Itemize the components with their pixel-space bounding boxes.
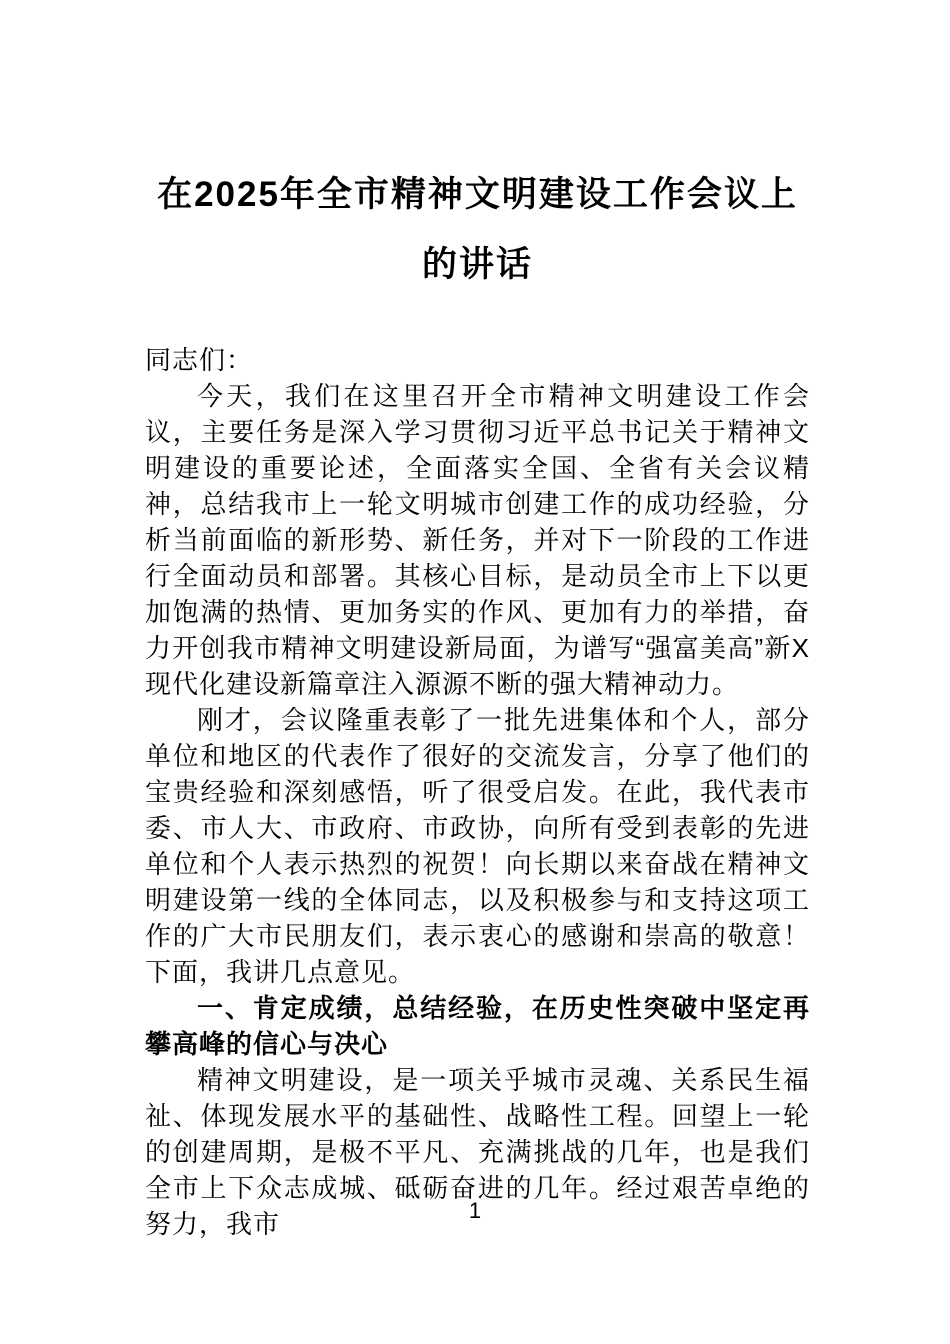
paragraph-2: 刚才，会议隆重表彰了一批先进集体和个人，部分单位和地区的代表作了很好的交流发言，分享了他们的宝贵经验和深刻感悟，听了很受启发。在此，我代表市委、市人大、市政府、市政协，向所有受到表彰的先进单位和个人表示热烈的祝贺！向长期以来奋战在精神文明建设第一线的全体同志，以及积极参与和支持这项工作的广大市民朋友们，表示衷心的感谢和崇高的敬意！下面，我讲几点意见。 bbox=[145, 705, 810, 987]
section-heading-1: 一、肯定成绩，总结经验，在历史性突破中坚定再攀高峰的信心与决心 bbox=[145, 993, 810, 1059]
document-title: 在2025年全市精神文明建设工作会议上的讲话 bbox=[157, 175, 798, 284]
document-body bbox=[145, 342, 810, 1242]
paragraph-1: 今天，我们在这里召开全市精神文明建设工作会议，主要任务是深入学习贯彻习近平总书记关于精神文明建设的重要论述，全面落实全国、全省有关会议精神，总结我市上一轮文明城市创建工作的成功经验，分析当前面临的新形势、新任务，并对下一阶段的工作进行全面动员和部署。其核心目标，是动员全市上下以更加饱满的热情、更加务实的作风、更加有力的举措，奋力开创我市精神文明建设新局面，为谱写“强富美高”新X现代化建设新篇章注入源源不断的强大精神动力。 bbox=[145, 381, 810, 699]
paragraph-3: 精神文明建设，是一项关乎城市灵魂、关系民生福祉、体现发展水平的基础性、战略性工程。回望上一轮的创建周期，是极不平凡、充满挑战的几年，也是我们全市上下众志成城、砥砺奋进的几年。经过艰苦卓绝的努力，我市 bbox=[145, 1065, 810, 1239]
salutation: 同志们： bbox=[145, 345, 254, 375]
page-number: 1 bbox=[468, 1198, 482, 1223]
